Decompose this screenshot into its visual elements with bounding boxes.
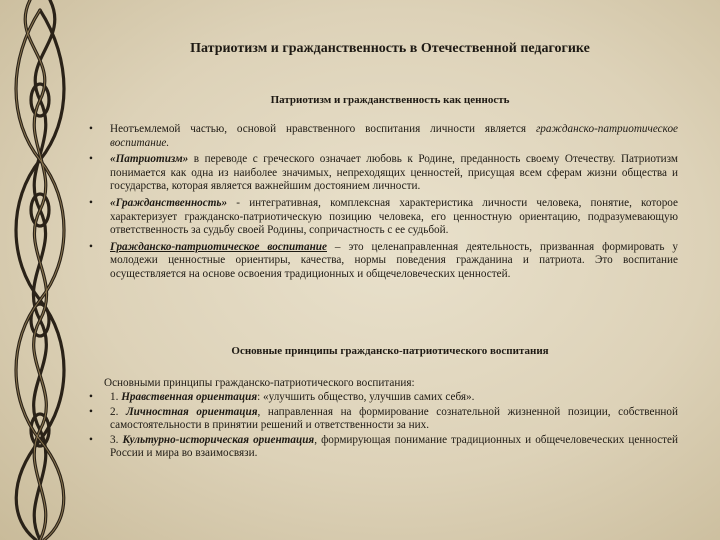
- list-item: [86, 434, 678, 461]
- list-item: [86, 123, 678, 150]
- item-term: Личностная ориентация: [125, 405, 258, 418]
- item-text: Неотъемлемой частью, основой нравственного воспитания личности является: [110, 123, 536, 135]
- bullet-icon: •: [89, 153, 93, 166]
- item-text: : «улучшить общество, улучшив самих себя».: [257, 391, 475, 403]
- principles-intro: Основными принципы гражданско-патриотического воспитания:: [104, 377, 415, 389]
- item-term: Культурно-историческая ориентация: [122, 433, 315, 446]
- list-item: [86, 153, 678, 194]
- list-item: [86, 197, 678, 238]
- bullet-icon: •: [89, 196, 93, 209]
- item-text: – это целенаправленная деятельность, призванная формировать у молодежи ценностные ориентиры, качества, нормы поведения гражданина и патриота. Это воспитание осуществляется на основе освоения традиционных и общечеловеческих ценностей.: [110, 240, 678, 280]
- section-heading-values: Патриотизм и гражданственность как ценность: [270, 94, 510, 106]
- principles-list: [86, 376, 678, 462]
- item-term: Нравственная ориентация: [121, 391, 258, 403]
- item-number: 1.: [110, 391, 122, 403]
- item-text: в переводе с греческого означает любовь к Родине, преданность своему Отечеству. Патриотизм понимается как одна из наиболее значимых, непреходящих ценностей, присущая всем сферам жизни общества и государства, которая является важнейшим достоянием личности.: [110, 153, 678, 193]
- bullet-icon: •: [89, 433, 93, 446]
- bullet-icon: •: [89, 240, 93, 253]
- item-term: Гражданско-патриотическое воспитание: [110, 240, 327, 253]
- item-term: «Патриотизм»: [110, 153, 189, 166]
- list-item: [86, 391, 678, 405]
- item-number: 2.: [110, 405, 126, 418]
- bullet-icon: •: [89, 391, 93, 403]
- list-item: [86, 406, 678, 433]
- item-emphasis: гражданско-патриотическое воспитание.: [110, 123, 678, 149]
- section-heading-principles: Основные принципы гражданско-патриотического воспитания: [231, 345, 549, 357]
- list-item: [86, 241, 678, 282]
- item-text: , направленная на формирование сознательной жизненной позиции, собственной самостоятельности в принятии решений и ответственности за них.: [110, 405, 679, 432]
- item-term: «Гражданственность»: [110, 196, 228, 209]
- item-text: , формирующая понимание традиционных и общечеловеческих ценностей России и мира во взаимосвязи.: [110, 433, 678, 460]
- celtic-knot-border-ornament: [0, 0, 80, 540]
- item-number: 3.: [110, 433, 123, 446]
- slide-title: Патриотизм и гражданственность в Отечественной педагогике: [190, 41, 590, 56]
- item-text: - интегративная, комплексная характеристика личности человека, понятие, которое характеризует гражданско-патриотическую позицию человека, его ценностную ориентацию, подразумевающую ответственность за судьбу своей Родины, сопричастность с ее судьбой.: [110, 196, 678, 237]
- bullet-icon: •: [89, 123, 93, 135]
- values-list: [86, 123, 678, 285]
- bullet-icon: •: [89, 405, 93, 418]
